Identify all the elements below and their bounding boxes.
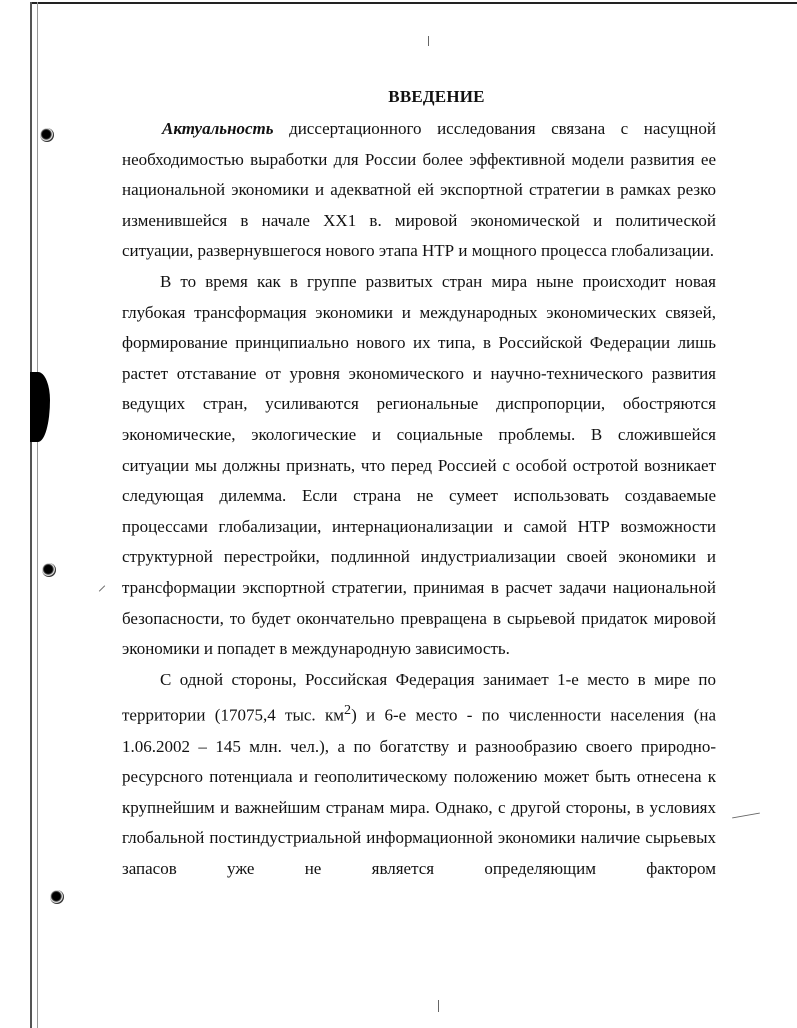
page-title: ВВЕДЕНИЕ <box>388 87 485 106</box>
page-edge-top <box>30 2 797 4</box>
scan-mark <box>438 1000 439 1012</box>
paragraph-lead-term: Актуальность <box>162 119 274 138</box>
paragraph-territory <box>122 665 716 885</box>
scan-mark <box>428 36 429 46</box>
punch-hole-icon <box>42 563 56 577</box>
punch-hole-icon <box>50 890 64 904</box>
page-edge-left-inner <box>37 2 38 1028</box>
scan-mark <box>99 585 105 591</box>
paragraph-text: ) и 6-е место - по численности населения (на 1.06.2002 – 145 млн. чел.), а по богатству и разнообразию своего природно-ресурсного потенциала и геополитическому положению может быть отнесена к крупнейшим и важнейшим странам мира. Однако, с другой стороны, в условиях глобальной постиндустриальной информационной экономики наличие сырьевых запасов уже не является определяющим фактором <box>122 705 716 878</box>
page-edge-left <box>30 2 32 1028</box>
punch-hole-icon <box>40 128 54 142</box>
scan-mark <box>732 813 760 819</box>
document-body <box>122 114 716 885</box>
paragraph-dilemma: В то время как в группе развитых стран мира ныне происходит новая глубокая трансформация экономики и международных экономических связей, формирование принципиально нового их типа, в Российской Федерации лишь растет отставание от уровня экономического и научно-технического развития ведущих стран, усиливаются региональные диспропорции, обостряются экономические, экологические и социальные проблемы. В сложившейся ситуации мы должны признать, что перед Россией с особой остротой возникает следующая дилемма. Если страна не сумеет использовать создаваемые процессами глобализации, интернационализации и самой НТР возможности структурной перестройки, подлинной индустриализации своей экономики и трансформации экспортной стратегии, принимая в расчет задачи национальной безопасности, то будет окончательно превращена в сырьевой придаток мировой экономики и попадет в международную зависимость. <box>122 271 716 659</box>
paragraph-text: диссертационного исследования связана с насущной необходимостью выработки для России более эффективной модели развития ее национальной экономики и адекватной ей экспортной стратегии в рамках резко изменившейся в начале XX1 в. мировой экономической и политической ситуации, развернувшегося нового этапа НТР и мощного процесса глобализации. <box>122 119 716 261</box>
superscript: 2 <box>344 702 352 719</box>
scan-smudge <box>30 372 50 442</box>
paragraph-text: С одной стороны, Российская Федерация занимает 1-е место в мире по территории (17075,4 тыс. км <box>122 669 716 725</box>
paragraph-relevance <box>122 114 716 267</box>
